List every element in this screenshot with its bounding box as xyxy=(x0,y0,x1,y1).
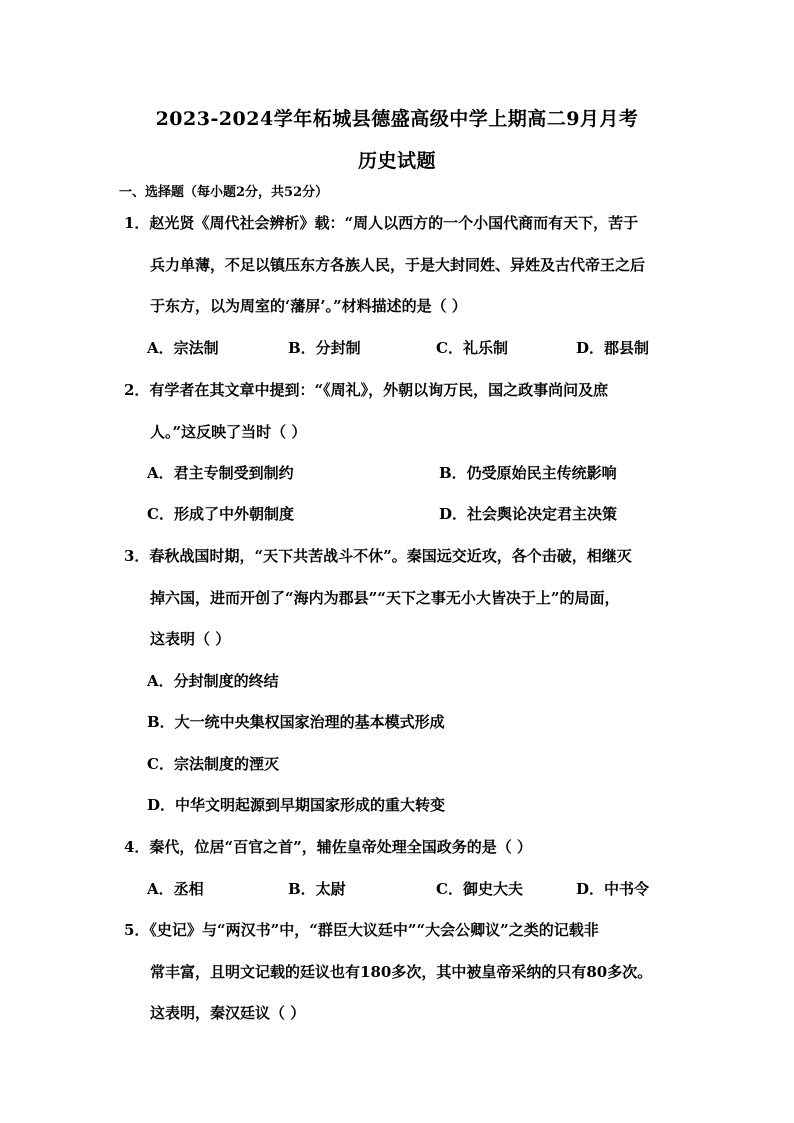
question-4-option-a[interactable]: A．丞相 xyxy=(147,880,204,898)
question-4-option-c[interactable]: C．御史大夫 xyxy=(436,880,523,898)
question-5-line-3: 这表明，秦汉廷议（ ） xyxy=(150,1004,306,1022)
question-3-option-b[interactable]: B．大一统中央集权国家治理的基本模式形成 xyxy=(147,713,445,731)
question-1-option-d[interactable]: D．郡县制 xyxy=(576,339,650,357)
question-2-line-2: 人。”这反映了当时（ ） xyxy=(150,423,307,441)
exam-title: 2023-2024学年柘城县德盛高级中学上期高二9月月考 xyxy=(155,108,639,130)
question-1-option-b[interactable]: B．分封制 xyxy=(288,339,361,357)
question-3-line-2: 掉六国，进而开创了“海内为郡县”“天下之事无小大皆决于上”的局面， xyxy=(150,589,620,607)
question-5-line-1: 5．《史记》与“两汉书”中，“群臣大议廷中”“大会公卿议”之类的记载非 xyxy=(124,921,599,939)
question-2-option-b[interactable]: B．仍受原始民主传统影响 xyxy=(439,464,617,482)
question-2-option-c[interactable]: C．形成了中外朝制度 xyxy=(147,505,294,523)
exam-subtitle: 历史试题 xyxy=(357,150,436,172)
question-1-option-a[interactable]: A．宗法制 xyxy=(147,339,219,357)
question-1-option-c[interactable]: C．礼乐制 xyxy=(436,339,508,357)
question-1-line-2: 兵力单薄，不足以镇压东方各族人民，于是大封同姓、异姓及古代帝王之后 xyxy=(150,256,646,274)
question-3-option-d[interactable]: D．中华文明起源到早期国家形成的重大转变 xyxy=(147,796,446,814)
section-heading: 一、选择题（每小题2分，共52分） xyxy=(119,185,329,200)
question-3-line-3: 这表明（ ） xyxy=(150,630,231,648)
question-3-option-c[interactable]: C．宗法制度的湮灭 xyxy=(147,755,279,773)
question-4-line-1: 4．秦代，位居“百官之首”，辅佐皇帝处理全国政务的是（ ） xyxy=(124,838,532,856)
question-4-option-b[interactable]: B．太尉 xyxy=(288,880,346,898)
question-5-line-2: 常丰富，且明文记载的廷议也有180多次，其中被皇帝采纳的只有80多次。 xyxy=(150,963,653,981)
question-2-option-d[interactable]: D．社会舆论决定君主决策 xyxy=(439,505,618,523)
question-1-line-3: 于东方，以为周室的‘藩屏’。”材料描述的是（ ） xyxy=(150,297,467,315)
question-2-line-1: 2．有学者在其文章中提到：“《周礼》，外朝以询万民，国之政事尚问及庶 xyxy=(124,381,609,399)
question-2-option-a[interactable]: A．君主专制受到制约 xyxy=(147,464,294,482)
question-3-option-a[interactable]: A．分封制度的终结 xyxy=(147,672,279,690)
question-1-line-1: 1．赵光贤《周代社会辨析》载：“周人以西方的一个小国代商而有天下，苦于 xyxy=(124,214,639,232)
question-3-line-1: 3．春秋战国时期，“天下共苦战斗不休”。秦国远交近攻，各个击破，相继灭 xyxy=(124,547,632,565)
question-4-option-d[interactable]: D．中书令 xyxy=(576,880,650,898)
